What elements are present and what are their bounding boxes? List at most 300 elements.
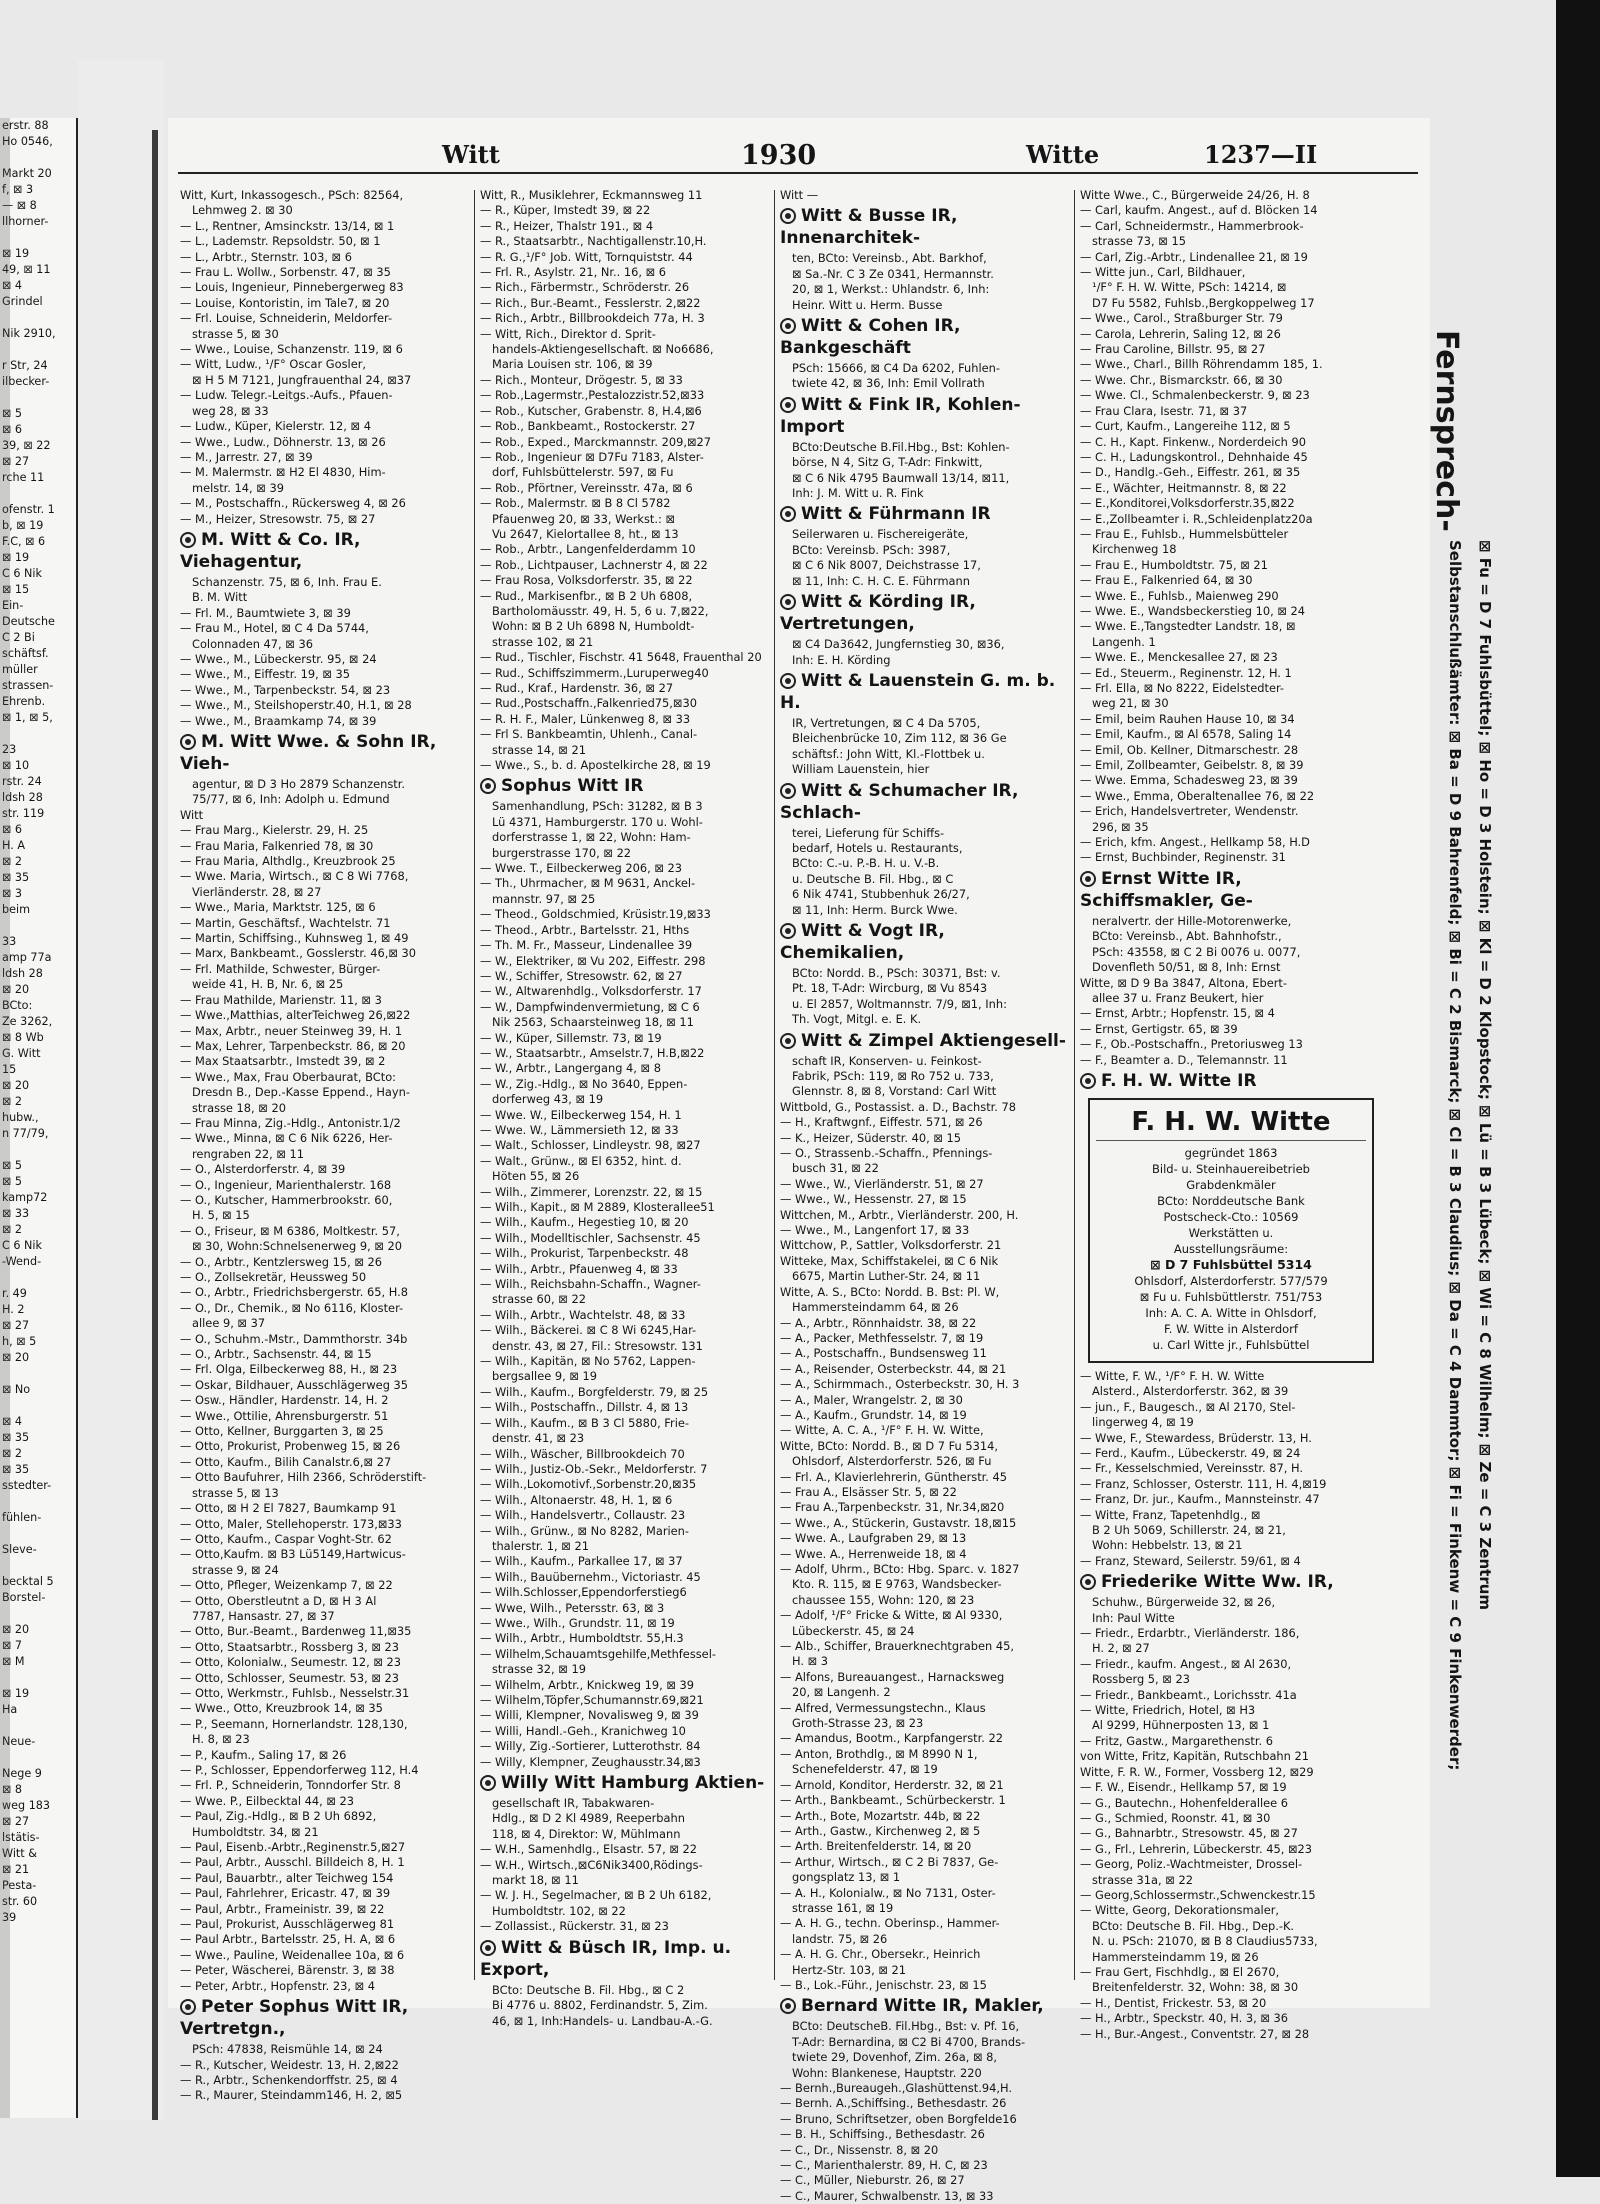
fragment-line: C 2 Bi xyxy=(2,631,35,644)
directory-entry-line: Th. Vogt, Mitgl. e. E. K. xyxy=(792,1012,922,1027)
directory-entry-line: — Erich, Handelsvertreter, Wendenstr. xyxy=(1080,804,1299,819)
directory-entry-line: — Wilh., Arbtr., Wachtelstr. 48, ⊠ 33 xyxy=(480,1307,686,1322)
fragment-line: sstedter- xyxy=(2,1479,52,1492)
directory-entry-line: — Wwe. E., Wandsbeckerstieg 10, ⊠ 24 xyxy=(1080,603,1305,618)
directory-entry-line: weg 28, ⊠ 33 xyxy=(192,403,269,418)
directory-entry-line: — Paul, Bauarbtr., alter Teichweg 154 xyxy=(180,1870,394,1885)
directory-entry-line: — B. H., Schiffsing., Bethesdastr. 26 xyxy=(780,2127,985,2142)
directory-entry-line: — P., Seemann, Hornerlandstr. 128,130, xyxy=(180,1716,408,1731)
company-entry-text: Witt & Vogt IR, Chemikalien, xyxy=(780,920,945,963)
company-entry-text: Peter Sophus Witt IR, Vertretgn., xyxy=(180,1997,409,2040)
directory-entry-line: — Frl. A., Klavierlehrerin, Güntherstr. 45 xyxy=(780,1469,1008,1484)
directory-entry-line: Dresdn B., Dep.-Kasse Eppend., Hayn- xyxy=(192,1085,410,1100)
directory-entry-line: 118, ⊠ 4, Direktor: W, Mühlmann xyxy=(492,1826,681,1841)
directory-entry-line: Witte, A. S., BCto: Nordd. B. Bst: Pl. W, xyxy=(780,1284,1000,1299)
directory-entry-line: — M., Postschaffn., Rückersweg 4, ⊠ 26 xyxy=(180,496,406,511)
directory-entry-line: Bi 4776 u. 8802, Ferdinandstr. 5, Zim. xyxy=(492,1998,708,2013)
directory-entry-line: — Friedr., Bankbeamt., Lorichsstr. 41a xyxy=(1080,1687,1297,1702)
fragment-line: Ein- xyxy=(2,599,24,612)
directory-entry-line: 46, ⊠ 1, Inh:Handels- u. Landbau-A.-G. xyxy=(492,2013,713,2028)
directory-entry-line: denstr. 43, ⊠ 27, Fil.: Stresowstr. 131 xyxy=(492,1338,703,1353)
left-edge-shadow xyxy=(0,118,10,2118)
directory-entry-line: — Wilh., Kapitän, ⊠ No 5762, Lappen- xyxy=(480,1354,696,1369)
directory-entry-line: PSch: 47838, Reismühle 14, ⊠ 24 xyxy=(192,2042,383,2057)
directory-entry-line: ⊠ Sa.-Nr. C 3 Ze 0341, Hermannstr. xyxy=(792,266,994,281)
directory-entry-line: — D., Handlg.-Geh., Eiffestr. 261, ⊠ 35 xyxy=(1080,465,1301,480)
directory-entry-line: Witte, F. R. W., Former, Vossberg 12, ⊠29 xyxy=(1080,1764,1314,1779)
directory-entry-line: Rossberg 5, ⊠ 23 xyxy=(1092,1672,1190,1687)
previous-page-fragment xyxy=(0,118,78,2118)
directory-entry-line: Bleichenbrücke 10, Zim 112, ⊠ 36 Ge xyxy=(792,731,1007,746)
fragment-line: ⊠ No xyxy=(2,1383,31,1396)
fragment-line: becktal 5 xyxy=(2,1575,54,1588)
directory-entry-line: Colonnaden 47, ⊠ 36 xyxy=(192,636,313,651)
company-entry-text: F. H. W. Witte IR xyxy=(1101,1070,1257,1091)
fragment-line: Neue- xyxy=(2,1735,36,1748)
directory-entry-line: PSch: 43558, ⊠ C 2 Bi 0076 u. 0077, xyxy=(1092,944,1301,959)
directory-entry-line: — Rob., Exped., Marckmannstr. 209,⊠27 xyxy=(480,434,712,449)
directory-entry-line: busch 31, ⊠ 22 xyxy=(792,1161,879,1176)
directory-entry-line: — Frau E., Fuhlsb., Hummelsbütteler xyxy=(1080,526,1289,541)
directory-entry-line: 296, ⊠ 35 xyxy=(1092,819,1149,834)
fragment-line: Ha xyxy=(2,1703,18,1716)
directory-entry-line: Dovenfleth 50/51, ⊠ 8, Inh: Ernst xyxy=(1092,960,1281,975)
company-entry-heading xyxy=(780,394,1070,438)
directory-entry-line: — C., Müller, Nieburstr. 26, ⊠ 27 xyxy=(780,2173,965,2188)
directory-entry-line: — Wilh., Bäckerei. ⊠ C 8 Wi 6245,Har- xyxy=(480,1323,697,1338)
directory-entry-line: — O., Arbtr., Sachsenstr. 44, ⊠ 15 xyxy=(180,1347,372,1362)
directory-entry-line: — M., Jarrestr. 27, ⊠ 39 xyxy=(180,449,313,464)
directory-entry-line: — C., Maurer, Schwalbenstr. 13, ⊠ 33 xyxy=(780,2188,994,2203)
company-entry-text: Witt & Lauenstein G. m. b. H. xyxy=(780,670,1056,713)
directory-entry-line: — Frl. P., Schneiderin, Tonndorfer Str. 8 xyxy=(180,1778,401,1793)
directory-entry-line: — Wilh., Kaufm., Borgfelderstr. 79, ⊠ 25 xyxy=(480,1384,709,1399)
directory-entry-line: — Osw., Händler, Hardenstr. 14, H. 2 xyxy=(180,1393,389,1408)
bullet-circle-icon xyxy=(180,734,196,750)
fragment-line xyxy=(2,1366,76,1382)
sidebar-title xyxy=(1429,330,1464,560)
company-entry-text: Witt & Busse IR, Innenarchitek- xyxy=(780,206,958,249)
directory-entry-line: Pfauenweg 20, ⊠ 33, Werkst.: ⊠ xyxy=(492,511,676,526)
column-rule xyxy=(774,190,775,1980)
directory-entry-line: Pt. 18, T-Adr: Wircburg, ⊠ Vu 8543 xyxy=(792,981,988,996)
directory-entry-line: Lübeckerstr. 45, ⊠ 24 xyxy=(792,1623,915,1638)
directory-entry-line: — Wwe, Wilh., Petersstr. 63, ⊠ 3 xyxy=(480,1600,665,1615)
fragment-line xyxy=(2,1718,76,1734)
fragment-line: ⊠ 2 xyxy=(2,1095,23,1108)
fragment-line: ⊠ 5 xyxy=(2,1175,23,1188)
directory-entry-line: — Wilh., Prokurist, Tarpenbeckstr. 48 xyxy=(480,1246,689,1261)
directory-entry-line: — L., Lademstr. Repsoldstr. 50, ⊠ 1 xyxy=(180,234,381,249)
fragment-line: ⊠ 5 xyxy=(2,407,23,420)
directory-entry-line: — Wilhelm,Töpfer,Schumannstr.69,⊠21 xyxy=(480,1693,704,1707)
directory-entry-line: — Wwe., Charl., Billh Röhrendamm 185, 1. xyxy=(1080,357,1323,372)
fragment-line: f, ⊠ 3 xyxy=(2,183,34,196)
directory-entry-line: weg 21, ⊠ 30 xyxy=(1092,696,1169,711)
directory-entry-line: — Max, Arbtr., neuer Steinweg 39, H. 1 xyxy=(180,1023,403,1038)
sidebar-line-2: ⊠ Fu = D 7 Fuhlsbüttel; ⊠ Ho = D 3 Holstein; ⊠ Kl = D 2 Klopstock; ⊠ Lü = B 3 Lübeck; ⊠ Wi = C 8 Wilhelm; ⊠ Ze = C 3 Zentrum xyxy=(1476,540,1494,1611)
fragment-line: -Wend- xyxy=(2,1255,42,1268)
directory-entry-line: — E.,Konditorei,Volksdorferstr.35,⊠22 xyxy=(1080,496,1295,511)
company-entry-heading xyxy=(1080,1571,1380,1593)
fragment-line: ⊠ 3 xyxy=(2,887,23,900)
directory-entry-line: — H., Kraftwgnf., Eiffestr. 571, ⊠ 26 xyxy=(780,1115,983,1130)
directory-entry-line: — Carl, kaufm. Angest., auf d. Blöcken 14 xyxy=(1080,203,1318,218)
fragment-line: Sleve- xyxy=(2,1543,37,1556)
directory-entry-line: — Otto, Pfleger, Weizenkamp 7, ⊠ 22 xyxy=(180,1578,393,1593)
directory-entry-line: — Rich., Monteur, Drögestr. 5, ⊠ 33 xyxy=(480,372,683,387)
directory-entry-line: D7 Fu 5582, Fuhlsb.,Bergkoppelweg 17 xyxy=(1092,295,1315,310)
directory-entry-line: ⊠ 11, Inh: C. H. C. E. Führmann xyxy=(792,573,970,588)
column-3 xyxy=(780,188,1070,2203)
directory-entry-line: Kto. R. 115, ⊠ E 9763, Wandsbecker- xyxy=(792,1577,1002,1592)
directory-entry-line: — Max, Lehrer, Tarpenbeckstr. 86, ⊠ 20 xyxy=(180,1038,406,1053)
directory-entry-line: thalerstr. 1, ⊠ 21 xyxy=(492,1538,589,1553)
directory-entry-line: Kirchenweg 18 xyxy=(1092,542,1177,557)
directory-entry-line: agentur, ⊠ D 3 Ho 2879 Schanzenstr. xyxy=(192,777,406,791)
directory-entry-line: schaft IR, Konserven- u. Feinkost- xyxy=(792,1053,982,1068)
directory-entry-line: — Wilh., Altonaerstr. 48, H. 1, ⊠ 6 xyxy=(480,1492,673,1507)
directory-entry-line: ⊠ C4 Da3642, Jungfernstieg 30, ⊠36, xyxy=(792,637,1005,652)
fragment-line: Markt 20 xyxy=(2,167,52,180)
directory-entry-line: ⊠ C 6 Nik 8007, Deichstrasse 17, xyxy=(792,558,981,573)
directory-entry-line: Wittchen, M., Arbtr., Vierländerstr. 200, H. xyxy=(780,1207,1019,1222)
directory-entry-line: — C. H., Kapt. Finkenw., Norderdeich 90 xyxy=(1080,434,1306,449)
directory-entry-line: strasse 14, ⊠ 21 xyxy=(492,742,586,757)
sidebar-title-text: Fernsprech- xyxy=(1429,330,1464,532)
directory-entry-line: — Paul, Prokurist, Ausschlägerweg 81 xyxy=(180,1917,395,1932)
directory-entry-line: — G., Bahnarbtr., Stresowstr. 45, ⊠ 27 xyxy=(1080,1826,1298,1841)
directory-entry-line: — Ernst, Arbtr.; Hopfenstr. 15, ⊠ 4 xyxy=(1080,1006,1275,1021)
column-1 xyxy=(180,188,468,2103)
fragment-line: Nik 2910, xyxy=(2,327,56,340)
directory-entry-line: — W., Staatsarbtr., Amselstr.7, H.B,⊠22 xyxy=(480,1045,705,1060)
directory-entry-line: — Arth., Bankbeamt., Schürbeckerstr. 1 xyxy=(780,1793,1006,1808)
fragment-line xyxy=(2,1494,76,1510)
company-entry-heading xyxy=(780,920,1070,964)
directory-entry-line: — O., Schuhm.-Mstr., Dammthorstr. 34b xyxy=(180,1331,408,1346)
directory-entry-line: — Zollassist., Rückerstr. 31, ⊠ 23 xyxy=(480,1919,669,1934)
directory-entry-line: — Georg,Schlossermstr.,Schwenckestr.15 xyxy=(1080,1887,1316,1902)
directory-entry-line: — Rob., Malermstr. ⊠ B 8 Cl 5782 xyxy=(480,496,671,511)
directory-entry-line: — A., Reisender, Osterbeckstr. 44, ⊠ 21 xyxy=(780,1361,1007,1376)
directory-entry-line: — Louise, Kontoristin, im Tale7, ⊠ 20 xyxy=(180,295,390,310)
directory-entry-line: gesellschaft IR, Tabakwaren- xyxy=(492,1796,655,1811)
directory-entry-line: — Alb., Schiffer, Brauerknechtgraben 45, xyxy=(780,1639,1014,1654)
directory-entry-line: — Wilh., Postschaffn., Dillstr. 4, ⊠ 13 xyxy=(480,1400,689,1415)
directory-entry-line: — Witt, Ludw., ¹/F° Oscar Gosler, xyxy=(180,357,367,372)
directory-entry-line: — Frau Maria, Althdlg., Kreuzbrook 25 xyxy=(180,854,396,869)
directory-entry-line: — R., Heizer, Thalstr 191., ⊠ 4 xyxy=(480,218,654,233)
fragment-line: ⊠ 6 xyxy=(2,423,23,436)
directory-entry-line: — Wwe., S., b. d. Apostelkirche 28, ⊠ 19 xyxy=(480,758,711,773)
directory-entry-line: — Wwe. W., Eilbeckerweg 154, H. 1 xyxy=(480,1107,682,1122)
fragment-line: — ⊠ 8 xyxy=(2,199,37,212)
directory-entry-line: ⊠ H 5 M 7121, Jungfrauenthal 24, ⊠37 xyxy=(192,372,412,387)
directory-entry-line: ¹/F° F. H. W. Witte, PSch: 14214, ⊠ xyxy=(1092,280,1287,295)
directory-entry-line: BCto: Deutsche B. Fil. Hbg., ⊠ C 2 xyxy=(492,1982,685,1997)
directory-entry-line: — Wilh., Modelltischler, Sachsenstr. 45 xyxy=(480,1230,701,1245)
company-entry-heading xyxy=(780,1030,1070,1052)
directory-entry-line: Ohlsdorf, Alsterdorferstr. 526, ⊠ Fu xyxy=(792,1454,992,1469)
directory-entry-line: — Peter, Arbtr., Hopfenstr. 23, ⊠ 4 xyxy=(180,1978,375,1993)
directory-entry-line: — Wwe. E., Menckesallee 27, ⊠ 23 xyxy=(1080,650,1278,665)
directory-entry-line: — Oskar, Bildhauer, Ausschlägerweg 35 xyxy=(180,1377,409,1392)
directory-entry-line: Witt, R., Musiklehrer, Eckmannsweg 11 xyxy=(480,188,703,202)
directory-entry-line: — Wwe, F., Stewardess, Brüderstr. 13, H. xyxy=(1080,1430,1312,1445)
directory-entry-line: BCto: Deutsche B. Fil. Hbg., Dep.-K. xyxy=(1092,1918,1295,1933)
directory-entry-line: — Emil, beim Rauhen Hause 10, ⊠ 34 xyxy=(1080,711,1295,726)
ad-line: ⊠ D 7 Fuhlsbüttel 5314 xyxy=(1150,1256,1312,1272)
directory-entry-line: — Otto, Kolonialw., Seumestr. 12, ⊠ 23 xyxy=(180,1655,402,1670)
fragment-line xyxy=(2,150,76,166)
company-entry-heading xyxy=(180,731,468,775)
directory-entry-line: — O., Arbtr., Friedrichsbergerstr. 65, H.8 xyxy=(180,1285,409,1300)
directory-entry-line: — Paul, Zig.-Hdlg., ⊠ B 2 Uh 6892, xyxy=(180,1809,377,1824)
company-entry-heading xyxy=(1080,1070,1380,1092)
directory-entry-line: terei, Lieferung für Schiffs- xyxy=(792,825,945,840)
directory-entry-line: Humboldtstr. 34, ⊠ 21 xyxy=(192,1824,319,1839)
ad-line: Postscheck-Cto.: 10569 xyxy=(1163,1209,1299,1224)
directory-entry-line: IR, Vertretungen, ⊠ C 4 Da 5705, xyxy=(792,715,981,730)
company-entry-text: Witt & Zimpel Aktiengesell- xyxy=(801,1030,1066,1051)
directory-entry-line: — P., Schlosser, Eppendorferweg 112, H.4 xyxy=(180,1763,419,1777)
header-right-word: Witte xyxy=(1026,140,1100,169)
directory-entry-line: — Frau Maria, Falkenried 78, ⊠ 30 xyxy=(180,838,374,853)
fragment-line: Pesta- xyxy=(2,1879,37,1892)
directory-entry-line: Wohn: Hebbelstr. 13, ⊠ 21 xyxy=(1092,1538,1243,1553)
directory-entry-line: — Martin, Schiffsing., Kuhnsweg 1, ⊠ 49 xyxy=(180,931,409,946)
ad-line: Bild- u. Steinhauereibetrieb xyxy=(1152,1161,1310,1176)
directory-entry-line: Inh: J. M. Witt u. R. Fink xyxy=(792,486,924,501)
directory-entry-line: — Walt., Schlosser, Lindleystr. 98, ⊠27 xyxy=(480,1138,701,1153)
fragment-line: r Str, 24 xyxy=(2,359,48,372)
header-rule xyxy=(178,172,1418,174)
company-entry-heading xyxy=(780,503,1070,525)
bullet-circle-icon xyxy=(780,506,796,522)
directory-entry-line: — Frl. M., Baumtwiete 3, ⊠ 39 xyxy=(180,605,351,620)
fragment-line: Ze 3262, xyxy=(2,1015,53,1028)
directory-entry-line: bergsallee 9, ⊠ 19 xyxy=(492,1369,597,1384)
company-entry-text: Witt & Körding IR, Vertretungen, xyxy=(780,592,976,635)
directory-entry-line: — Otto, Schlosser, Seumestr. 53, ⊠ 23 xyxy=(180,1670,400,1685)
bullet-circle-icon xyxy=(780,594,796,610)
fragment-line: ⊠ M xyxy=(2,1655,25,1668)
directory-entry-line: — Ed., Steuerm., Reginenstr. 12, H. 1 xyxy=(1080,665,1292,680)
directory-entry-line: Schenefelderstr. 47, ⊠ 19 xyxy=(792,1762,938,1777)
company-entry-heading xyxy=(780,1995,1070,2017)
directory-entry-line: — Wilhelm, Arbtr., Knickweg 19, ⊠ 39 xyxy=(480,1677,695,1692)
directory-entry-line: — Adolf, Uhrm., BCto: Hbg. Sparc. v. 1827 xyxy=(780,1562,1020,1576)
directory-entry-line: B. M. Witt xyxy=(192,590,248,605)
directory-entry-line: H. 5, ⊠ 15 xyxy=(192,1208,250,1223)
directory-entry-line: — Emil, Ob. Kellner, Ditmarschestr. 28 xyxy=(1080,742,1299,757)
directory-entry-line: von Witte, Fritz, Kapitän, Rutschbahn 21 xyxy=(1080,1749,1309,1764)
ad-line: Grabdenkmäler xyxy=(1186,1177,1276,1192)
directory-entry-line: — Louis, Ingenieur, Pinnebergerweg 83 xyxy=(180,280,404,295)
fragment-line: r. 49 xyxy=(2,1287,27,1300)
fragment-line: ⊠ 27 xyxy=(2,1815,30,1828)
bullet-circle-icon xyxy=(780,783,796,799)
directory-entry-line: mannstr. 97, ⊠ 25 xyxy=(492,891,596,906)
fragment-line: ldsh 28 xyxy=(2,791,43,804)
directory-entry-line: Witteke, Max, Schiffstakelei, ⊠ C 6 Nik xyxy=(780,1253,999,1268)
directory-entry-line: — W., Arbtr., Langergang 4, ⊠ 8 xyxy=(480,1061,661,1076)
directory-entry-line: — Paul Arbtr., Bartelsstr. 25, H. A, ⊠ 6 xyxy=(180,1932,396,1947)
directory-entry-line: Wittbold, G., Postassist. a. D., Bachstr. 78 xyxy=(780,1099,1017,1114)
directory-entry-line: 75/77, ⊠ 6, Inh: Adolph u. Edmund xyxy=(192,792,390,807)
directory-entry-line: B 2 Uh 5069, Schillerstr. 24, ⊠ 21, xyxy=(1092,1523,1286,1537)
fragment-line: Ehrenb. xyxy=(2,695,46,708)
directory-entry-line: — Rob., Bankbeamt., Rostockerstr. 27 xyxy=(480,419,696,434)
fragment-line: Borstel- xyxy=(2,1591,46,1604)
directory-entry-line: 6 Nik 4741, Stubbenhuk 26/27, xyxy=(792,887,970,902)
directory-entry-line: — Otto, Kaufm., Bilih Canalstr.6,⊠ 27 xyxy=(180,1454,392,1469)
fragment-line: str. 60 xyxy=(2,1895,38,1908)
directory-entry-line: Breitenfelderstr. 32, Wohn: 38, ⊠ 30 xyxy=(1092,1980,1299,1995)
fragment-line: Witt & xyxy=(2,1847,37,1860)
company-entry-text: Witt & Büsch IR, Imp. u. Export, xyxy=(480,1937,732,1980)
fragment-line: ⊠ 21 xyxy=(2,1863,30,1876)
directory-entry-line: — R. H. F., Maler, Lünkenweg 8, ⊠ 33 xyxy=(480,711,691,726)
company-entry-heading xyxy=(780,670,1070,714)
bullet-circle-icon xyxy=(180,532,196,548)
directory-entry-line: — L., Rentner, Amsinckstr. 13/14, ⊠ 1 xyxy=(180,218,395,233)
company-entry-text: Willy Witt Hamburg Aktien- xyxy=(501,1773,765,1794)
directory-entry-line: ⊠ 11, Inh: Herm. Burck Wwe. xyxy=(792,902,958,917)
directory-entry-line: Witte, BCto: Nordd. B., ⊠ D 7 Fu 5314, xyxy=(780,1438,998,1453)
directory-entry-line: melstr. 14, ⊠ 39 xyxy=(192,480,284,495)
directory-entry-line: — O., Kutscher, Hammerbrookstr. 60, xyxy=(180,1192,393,1207)
fragment-line: H. 2 xyxy=(2,1303,25,1316)
fragment-line: llhorner- xyxy=(2,215,49,228)
fragment-line: strassen- xyxy=(2,679,54,692)
directory-entry-line: — Wwe. T., Eilbeckerweg 206, ⊠ 23 xyxy=(480,861,683,876)
directory-entry-line: Witte, ⊠ D 9 Ba 3847, Altona, Ebert- xyxy=(1080,975,1287,990)
fragment-line: ⊠ 7 xyxy=(2,1639,23,1652)
directory-entry-line: — Wwe. Maria, Wirtsch., ⊠ C 8 Wi 7768, xyxy=(180,869,409,884)
directory-entry-line: — Frau Clara, Isestr. 71, ⊠ 37 xyxy=(1080,403,1248,418)
directory-entry-line: — Frau Minna, Zig.-Hdlg., Antonistr.1/2 xyxy=(180,1115,401,1130)
directory-entry-line: — Wwe. Chr., Bismarckstr. 66, ⊠ 30 xyxy=(1080,372,1283,387)
directory-entry-line: — Willy, Zig.-Sortierer, Lutterothstr. 84 xyxy=(480,1739,701,1754)
fragment-line: ofenstr. 1 xyxy=(2,503,55,516)
fragment-line: h, ⊠ 5 xyxy=(2,1335,37,1348)
fragment-line: ⊠ 6 xyxy=(2,823,23,836)
directory-entry-line: — Wilh., Zimmerer, Lorenzstr. 22, ⊠ 15 xyxy=(480,1184,703,1199)
directory-entry-line: — W., Zig.-Hdlg., ⊠ No 3640, Eppen- xyxy=(480,1076,688,1091)
directory-entry-line: — Wilh., Kaufm., Parkallee 17, ⊠ 37 xyxy=(480,1554,683,1569)
fragment-line: Ho 0546, xyxy=(2,135,53,148)
fragment-line: müller xyxy=(2,663,38,676)
directory-entry-line: — G., Frl., Lehrerin, Lübeckerstr. 45, ⊠23 xyxy=(1080,1841,1313,1856)
directory-entry-line: — Marx, Bankbeamt., Gosslerstr. 46,⊠ 30 xyxy=(180,946,417,961)
directory-entry-line: — G., Bautechn., Hohenfelderallee 6 xyxy=(1080,1795,1289,1810)
directory-entry-line: — A., Postschaffn., Bundsensweg 11 xyxy=(780,1346,987,1361)
fragment-line xyxy=(2,390,76,406)
company-entry-heading xyxy=(480,1937,770,1981)
directory-entry-line: strasse 5, ⊠ 13 xyxy=(192,1485,279,1500)
directory-entry-line: — Ferd., Kaufm., Lübeckerstr. 49, ⊠ 24 xyxy=(1080,1445,1301,1460)
directory-entry-line: BCto: Vereinsb., Abt. Bahnhofstr., xyxy=(1092,929,1282,944)
bullet-circle-icon xyxy=(780,923,796,939)
directory-entry-line: — H., Bur.-Angest., Conventstr. 27, ⊠ 28 xyxy=(1080,2026,1310,2041)
directory-entry-line: H. 2, ⊠ 27 xyxy=(1092,1641,1150,1656)
directory-entry-line: — Arthur, Wirtsch., ⊠ C 2 Bi 7837, Ge- xyxy=(780,1854,999,1869)
fragment-line xyxy=(2,1670,76,1686)
directory-entry-line: — R., Staatsarbtr., Nachtigallenstr.10,H. xyxy=(480,234,707,249)
directory-entry-line: — Carl, Zig.-Arbtr., Lindenallee 21, ⊠ 19 xyxy=(1080,249,1308,264)
directory-entry-line: — Wwe., M., Braamkamp 74, ⊠ 39 xyxy=(180,713,377,728)
directory-entry-line: — F., Ob.-Postschaffn., Pretoriusweg 13 xyxy=(1080,1037,1303,1052)
directory-entry-line: — Rob., Arbtr., Langenfelderdamm 10 xyxy=(480,542,696,557)
sidebar-line-1: Selbstanschlußämter: ⊠ Ba = D 9 Bahrenfeld; ⊠ Bi = C 2 Bismarck; ⊠ Cl = B 3 Claudius; ⊠ Da = C 4 Dammtor; ⊠ Fi = Finkenw = C 9 Finkenwerder; xyxy=(1446,540,1464,1771)
directory-entry-line: — Frau Gert, Fischhdlg., ⊠ El 2670, xyxy=(1080,1964,1280,1979)
directory-entry-line: — Wilh., Kaufm., ⊠ B 3 Cl 5880, Frie- xyxy=(480,1415,689,1430)
directory-entry-line: — Wwe., A., Stückerin, Gustavstr. 18,⊠15 xyxy=(780,1515,1017,1530)
column-rule xyxy=(474,190,475,1980)
bullet-circle-icon xyxy=(480,778,496,794)
directory-entry-line: BCto: Vereinsb. PSch: 3987, xyxy=(792,542,951,557)
fragment-line: H. A xyxy=(2,839,25,852)
directory-entry-line: Inh: E. H. Körding xyxy=(792,652,891,667)
directory-entry-line: börse, N 4, Sitz G, T-Adr: Finkwitt, xyxy=(792,455,983,470)
directory-entry-line: BCto:Deutsche B.Fil.Hbg., Bst: Kohlen- xyxy=(792,439,1010,454)
fragment-line: rstr. 24 xyxy=(2,775,42,788)
directory-entry-line: — Arth. Breitenfelderstr. 14, ⊠ 20 xyxy=(780,1839,972,1854)
directory-entry-line: — Wwe., W., Hessenstr. 27, ⊠ 15 xyxy=(780,1192,967,1207)
directory-entry-line: — Rich., Arbtr., Billbrookdeich 77a, H. 3 xyxy=(480,311,705,326)
directory-entry-line: — R. G.,¹/F° Job. Witt, Tornquiststr. 44 xyxy=(480,249,693,264)
company-entry-text: Witt & Führmann IR xyxy=(801,504,991,525)
directory-entry-line: — Max Staatsarbtr., Imstedt 39, ⊠ 2 xyxy=(180,1054,386,1069)
fragment-line: 39, ⊠ 22 xyxy=(2,439,51,452)
fragment-line: Grindel xyxy=(2,295,43,308)
company-entry-heading xyxy=(780,315,1070,359)
ad-line: gegründet 1863 xyxy=(1184,1145,1278,1160)
fragment-line xyxy=(2,310,76,326)
directory-entry-line: — Frau Marg., Kielerstr. 29, H. 25 xyxy=(180,823,369,838)
fragment-line: ⊠ 19 xyxy=(2,1687,30,1700)
directory-entry-line: — Wwe., Otto, Kreuzbrook 14, ⊠ 35 xyxy=(180,1701,383,1716)
fragment-line: fühlen- xyxy=(2,1511,42,1524)
directory-entry-line: — Frl. Olga, Eilbeckerweg 88, H., ⊠ 23 xyxy=(180,1362,398,1377)
header-year: 1930 xyxy=(741,140,817,171)
directory-entry-line: — Rud., Markisenfbr., ⊠ B 2 Uh 6808, xyxy=(480,588,693,603)
bullet-circle-icon xyxy=(780,673,796,689)
directory-entry-line: — Rud., Schiffszimmerm.,Luruperweg40 xyxy=(480,665,709,680)
directory-entry-line: Schuhw., Bürgerweide 32, ⊠ 26, xyxy=(1092,1595,1276,1610)
directory-entry-line: — Otto, Prokurist, Probenweg 15, ⊠ 26 xyxy=(180,1439,401,1454)
directory-entry-line: — Wilh., Justiz-Ob.-Sekr., Meldorferstr. 7 xyxy=(480,1461,708,1476)
directory-entry-line: — Wwe., M., Tarpenbeckstr. 54, ⊠ 23 xyxy=(180,682,391,697)
directory-entry-line: — Wwe. A., Laufgraben 29, ⊠ 13 xyxy=(780,1531,967,1546)
directory-entry-line: — Wwe. Cl., Schmalenbeckerstr. 9, ⊠ 23 xyxy=(1080,388,1310,403)
directory-entry-line: William Lauenstein, hier xyxy=(792,762,930,777)
fragment-line: b, ⊠ 19 xyxy=(2,519,44,532)
directory-entry-line: Vu 2647, Kielortallee 8, ht., ⊠ 13 xyxy=(492,526,679,541)
directory-entry-line: — R., Küper, Imstedt 39, ⊠ 22 xyxy=(480,203,651,218)
directory-entry-line: — Wwe., Max, Frau Oberbaurat, BCto: xyxy=(180,1069,397,1084)
directory-entry-line: — Rud., Kraf., Hardenstr. 36, ⊠ 27 xyxy=(480,681,674,695)
directory-entry-line: — Wwe., Wilh., Grundstr. 11, ⊠ 19 xyxy=(480,1615,675,1630)
directory-entry-line: — F., Beamter a. D., Telemannstr. 11 xyxy=(1080,1052,1288,1067)
directory-entry-line: strasse 161, ⊠ 19 xyxy=(792,1900,894,1915)
directory-entry-line: Wohn: ⊠ B 2 Uh 6898 N, Humboldt- xyxy=(492,619,695,634)
directory-entry-line: Samenhandlung, PSch: 31282, ⊠ B 3 xyxy=(492,799,703,814)
sidebar-exchange-list-2 xyxy=(1464,540,1494,1840)
directory-entry-line: — Frau E., Falkenried 64, ⊠ 30 xyxy=(1080,573,1253,588)
